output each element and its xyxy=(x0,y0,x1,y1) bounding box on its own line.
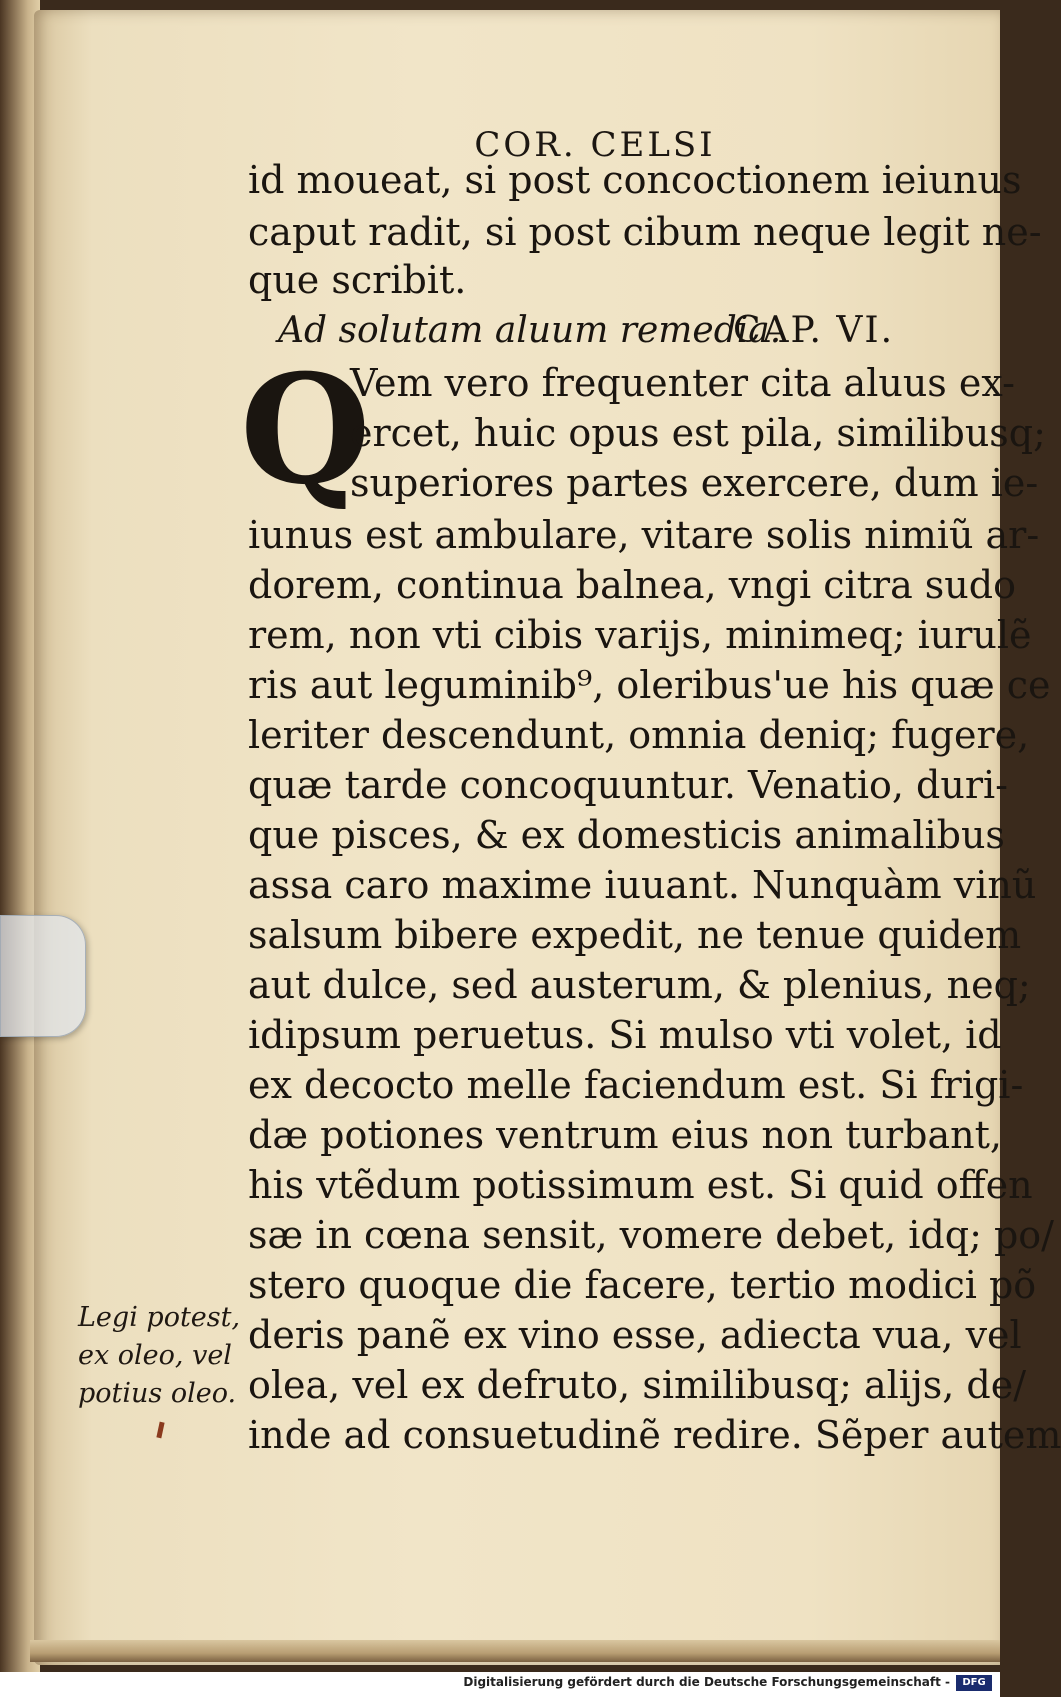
page-clip xyxy=(0,915,86,1037)
text-line: olea, vel ex defruto, similibusq; alijs, de/ xyxy=(248,1363,1027,1407)
text-line: quæ tarde concoquuntur. Venatio, duri- xyxy=(248,763,1008,807)
text-line: inde ad consuetudinẽ redire. Sẽper autem xyxy=(248,1413,1061,1457)
marginal-note-line: Legi potest, xyxy=(78,1302,241,1333)
text-line: assa caro maxime iuuant. Nunquàm vinũ xyxy=(248,863,1037,907)
text-line: deris panẽ ex vino esse, adiecta vua, vel xyxy=(248,1313,1022,1357)
text-line: dorem, continua balnea, vngi citra sudo xyxy=(248,563,1016,607)
chapter-heading xyxy=(278,310,948,360)
digitization-footer xyxy=(0,1672,1000,1697)
text-line: stero quoque die facere, tertio modici põ xyxy=(248,1263,1037,1307)
text-line: idipsum peruetus. Si mulso vti volet, id xyxy=(248,1013,1002,1057)
chapter-title: Ad solutam aluum remedia. xyxy=(278,310,782,351)
footer-credit: Digitalisierung gefördert durch die Deutsche Forschungsgemeinschaft - xyxy=(463,1675,950,1689)
text-line: aut dulce, sed austerum, & plenius, neq; xyxy=(248,963,1031,1007)
text-line: rem, non vti cibis varijs, minimeq; iurulẽ xyxy=(248,613,1032,657)
chapter-number: CAP. VI. xyxy=(733,310,895,351)
text-line: iunus est ambulare, vitare solis nimiũ ar- xyxy=(248,513,1040,557)
running-head: COR. CELSI xyxy=(474,125,716,165)
page-bottom-edge xyxy=(30,1640,1000,1662)
text-line: ex decocto melle faciendum est. Si frigi- xyxy=(248,1063,1024,1107)
text-line: sæ in cœna sensit, vomere debet, idq; po/ xyxy=(248,1213,1054,1257)
text-line: dæ potiones ventrum eius non turbant, xyxy=(248,1113,1002,1157)
marginal-note-line: potius oleo. xyxy=(78,1378,237,1409)
text-line: leriter descendunt, omnia deniq; fugere, xyxy=(248,713,1030,757)
text-line: superiores partes exercere, dum ie- xyxy=(350,461,1039,505)
text-line: que pisces, & ex domesticis animalibus xyxy=(248,813,1005,857)
text-line: que scribit. xyxy=(248,258,467,302)
text-line: Vem vero frequenter cita aluus ex- xyxy=(350,361,1015,405)
text-line: ercet, huic opus est pila, similibusq; xyxy=(350,411,1046,455)
drop-cap: Q xyxy=(240,342,371,518)
text-line: caput radit, si post cibum neque legit ne- xyxy=(248,210,1042,254)
dfg-logo-icon: DFG xyxy=(956,1675,992,1691)
marginal-note-line: ex oleo, vel xyxy=(78,1340,232,1371)
text-line: salsum bibere expedit, ne tenue quidem xyxy=(248,913,1022,957)
text-line: his vtẽdum potissimum est. Si quid offen xyxy=(248,1163,1033,1207)
text-line: ris aut leguminib⁹, oleribus'ue his quæ ce xyxy=(248,663,1051,707)
text-line: id moueat, si post concoctionem ieiunus xyxy=(248,158,1022,202)
